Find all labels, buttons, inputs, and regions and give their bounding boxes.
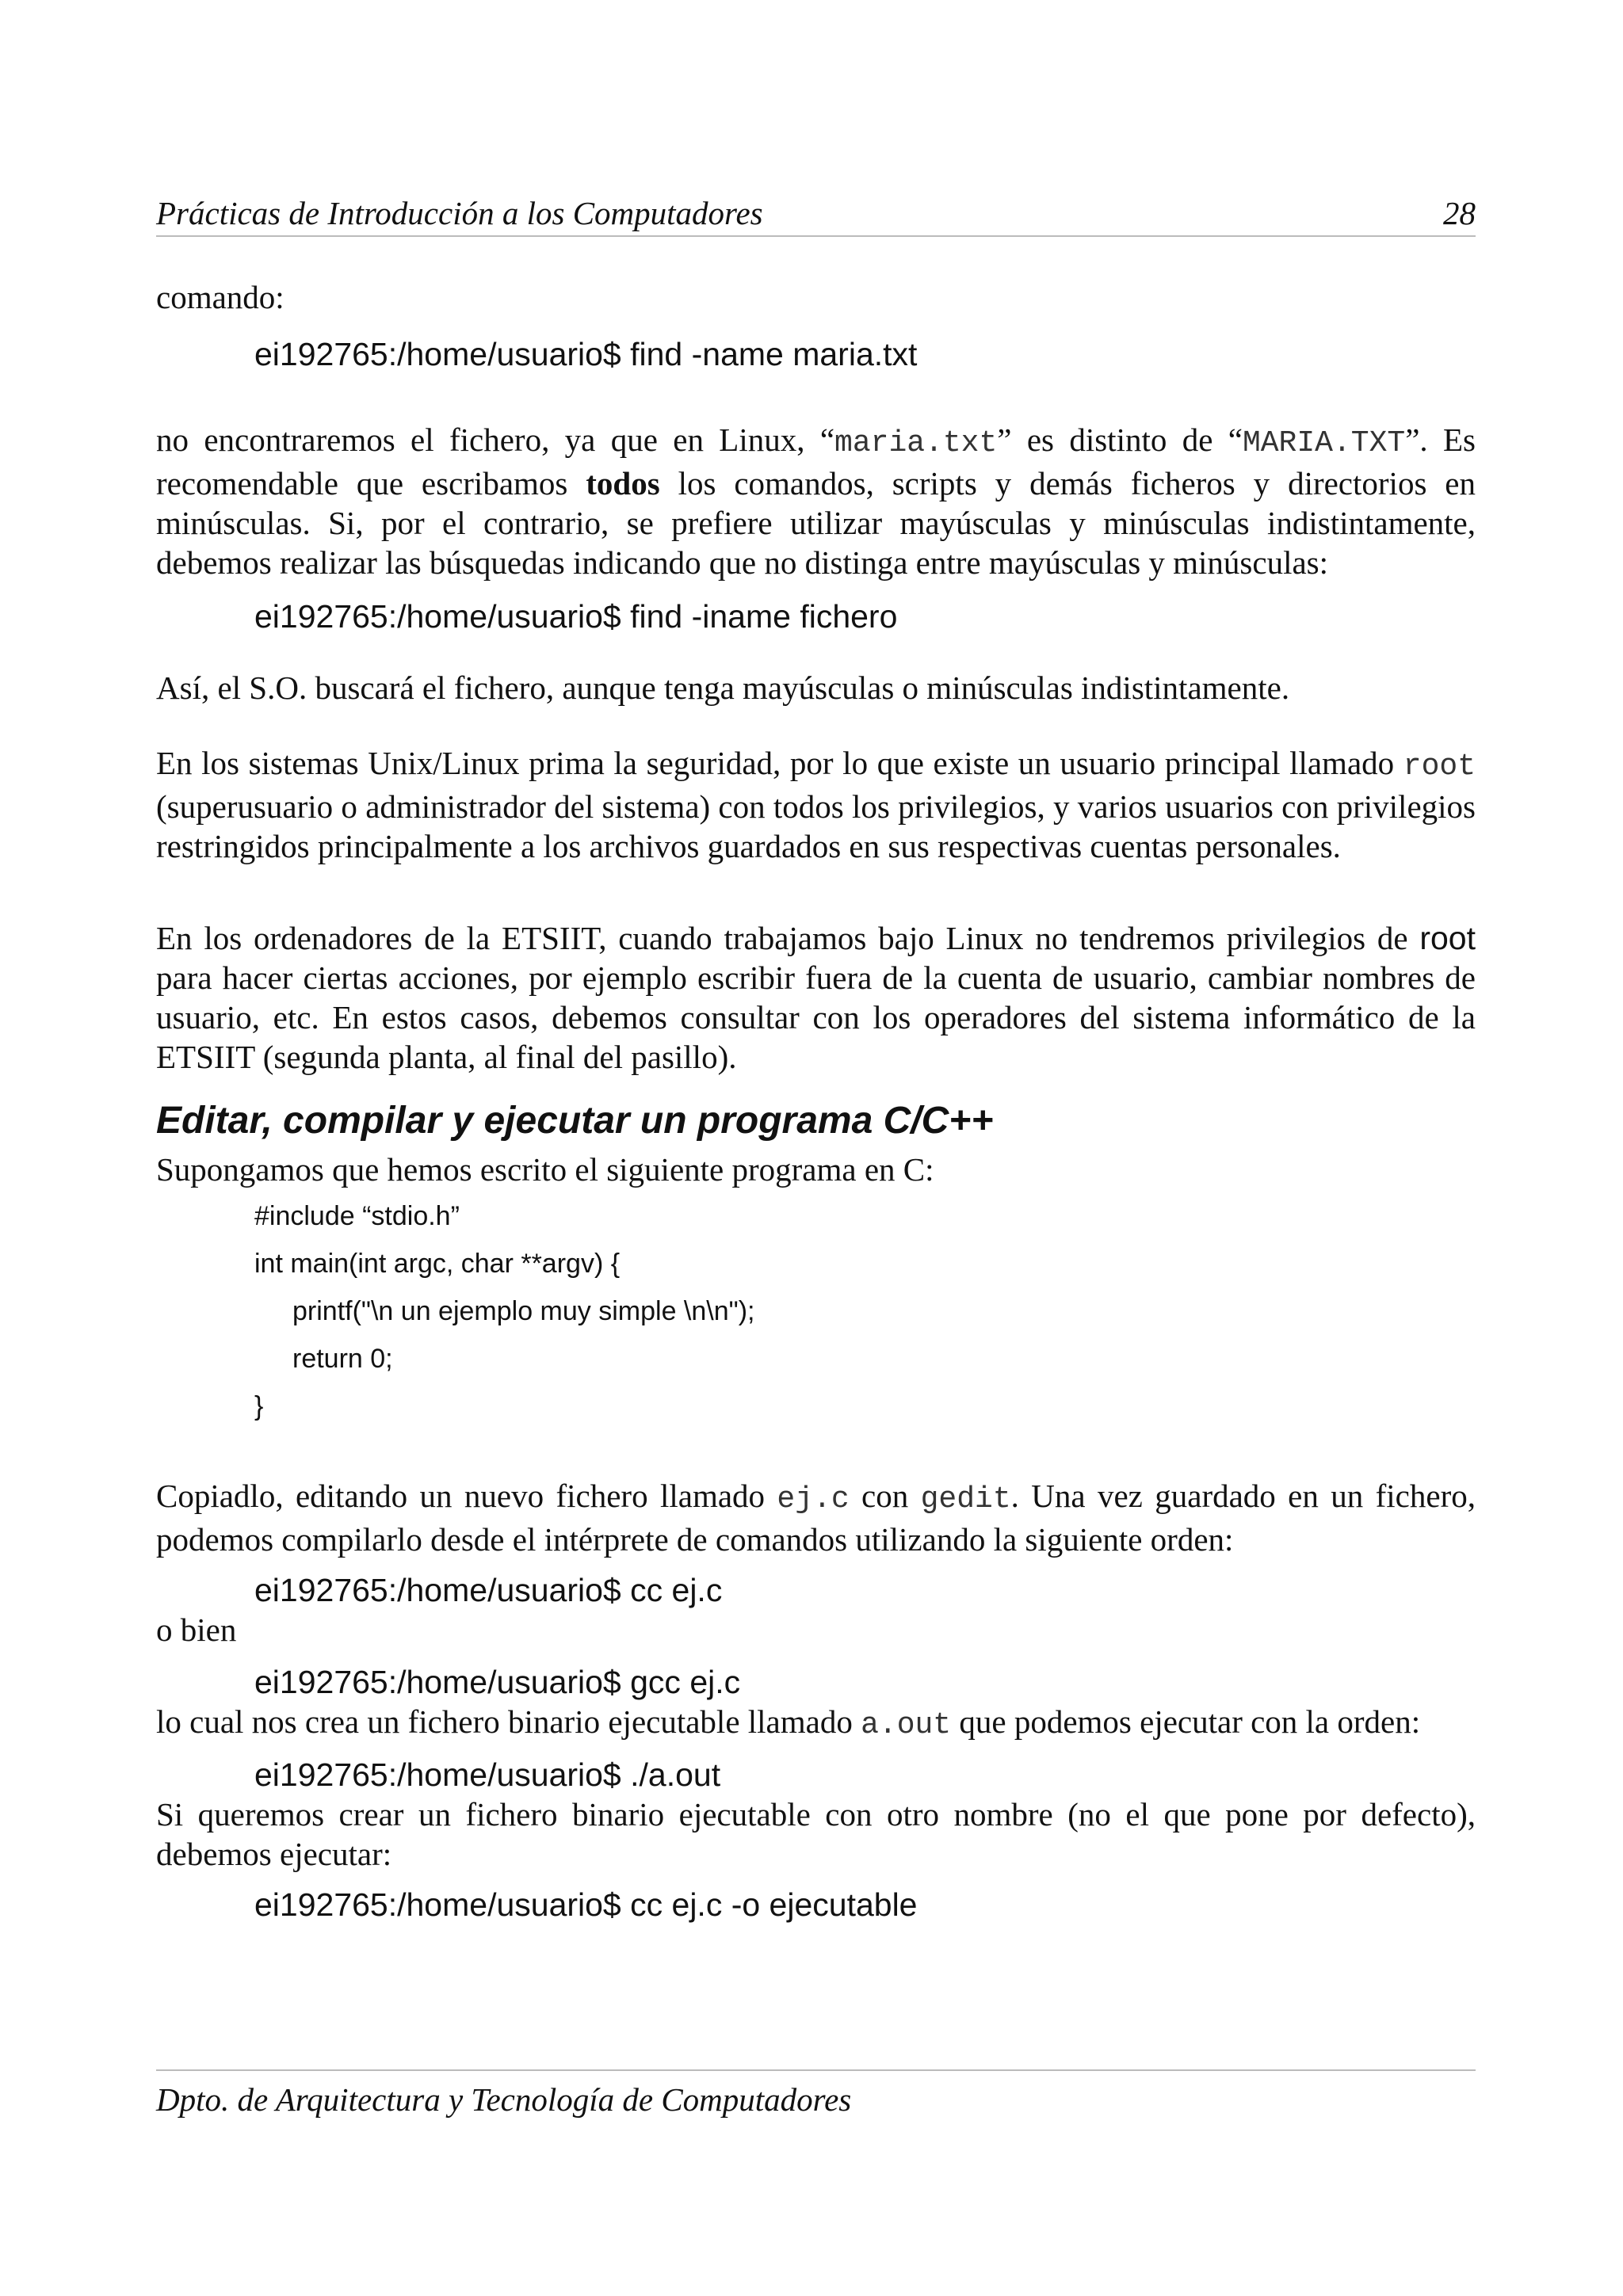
code-root: root (1403, 749, 1476, 784)
paragraph-case-sensitivity: no encontraremos el fichero, ya que en Linux, “maria.txt” es distinto de “MARIA.TXT”. Es recomendable que escribamos todos los comandos, scripts y demás ficheros y directorios en minúsculas. Si, por el contrario, se prefiere utilizar mayúsculas y minúsculas indistintamente, debemos realizar las búsquedas indicando que no distinga entre mayúsculas y minúsculas: (156, 421, 1476, 581)
code-line: int main(int argc, char **argv) { (254, 1249, 621, 1279)
page-header (156, 194, 1476, 237)
paragraph-copiadlo: Copiadlo, editando un nuevo fichero llamado ej.c con gedit. Una vez guardado en un fichero, podemos compilarlo desde el intérprete de comandos utilizando la siguiente orden: (156, 1478, 1476, 1558)
code-ej-c: ej.c (777, 1482, 850, 1516)
code-line: } (254, 1391, 264, 1421)
code-listing (156, 1192, 1476, 1430)
paragraph-security: En los sistemas Unix/Linux prima la seguridad, por lo que existe un usuario principal llamado root (superusuario o administrador del sistema) con todos los privilegios, y varios usuarios con privilegios restringidos principalmente a los archivos guardados en sus respectivas cuentas personales. (156, 745, 1476, 864)
header-title: Prácticas de Introducción a los Computadores (156, 195, 763, 231)
page-footer (156, 2069, 1476, 2119)
page-content (156, 277, 1476, 1924)
command-find-iname: ei192765:/home/usuario$ find -iname fichero (254, 598, 898, 635)
command-run: ei192765:/home/usuario$ ./a.out (254, 1756, 721, 1793)
code-line: #include “stdio.h” (254, 1201, 460, 1231)
paragraph-supongamos: Supongamos que hemos escrito el siguiente programa en C: (156, 1151, 934, 1188)
code-gedit: gedit (920, 1482, 1011, 1516)
command-gcc: ei192765:/home/usuario$ gcc ej.c (254, 1664, 741, 1700)
paragraph-o-bien: o bien (156, 1611, 237, 1648)
footer-text: Dpto. de Arquitectura y Tecnología de Computadores (156, 2081, 852, 2118)
page-number: 28 (1443, 195, 1476, 231)
code-a-out: a.out (861, 1708, 952, 1742)
paragraph-etsiit: En los ordenadores de la ETSIIT, cuando trabajamos bajo Linux no tendremos privilegios de root para hacer ciertas acciones, por ejemplo escribir fuera de la cuenta de usuario, cambiar nombres de usuario, etc. En estos casos, debemos consultar con los operadores del sistema informático de la ETSIIT (segunda planta, al final del pasillo). (156, 920, 1476, 1075)
paragraph-otro-nombre: Si queremos crear un fichero binario ejecutable con otro nombre (no el que pone por defecto), debemos ejecutar: (156, 1796, 1476, 1872)
command-cc-output: ei192765:/home/usuario$ cc ej.c -o ejecutable (254, 1886, 918, 1923)
bold-todos: todos (586, 465, 660, 502)
paragraph-comando: comando: (156, 279, 285, 315)
code-line: return 0; (292, 1344, 393, 1374)
paragraph-aout: lo cual nos crea un fichero binario ejecutable llamado a.out que podemos ejecutar con la orden: (156, 1703, 1421, 1742)
command-find-name: ei192765:/home/usuario$ find -name maria.txt (254, 336, 918, 372)
section-title: Editar, compilar y ejecutar un programa C/C++ (156, 1100, 994, 1142)
code-maria-lower: maria.txt (834, 426, 998, 460)
code-maria-upper: MARIA.TXT (1242, 426, 1406, 460)
paragraph-asi: Así, el S.O. buscará el fichero, aunque tenga mayúsculas o minúsculas indistintamente. (156, 669, 1290, 706)
code-line: printf("\n un ejemplo muy simple \n\n"); (292, 1296, 755, 1326)
command-cc: ei192765:/home/usuario$ cc ej.c (254, 1572, 723, 1608)
text-root: root (1419, 920, 1476, 956)
